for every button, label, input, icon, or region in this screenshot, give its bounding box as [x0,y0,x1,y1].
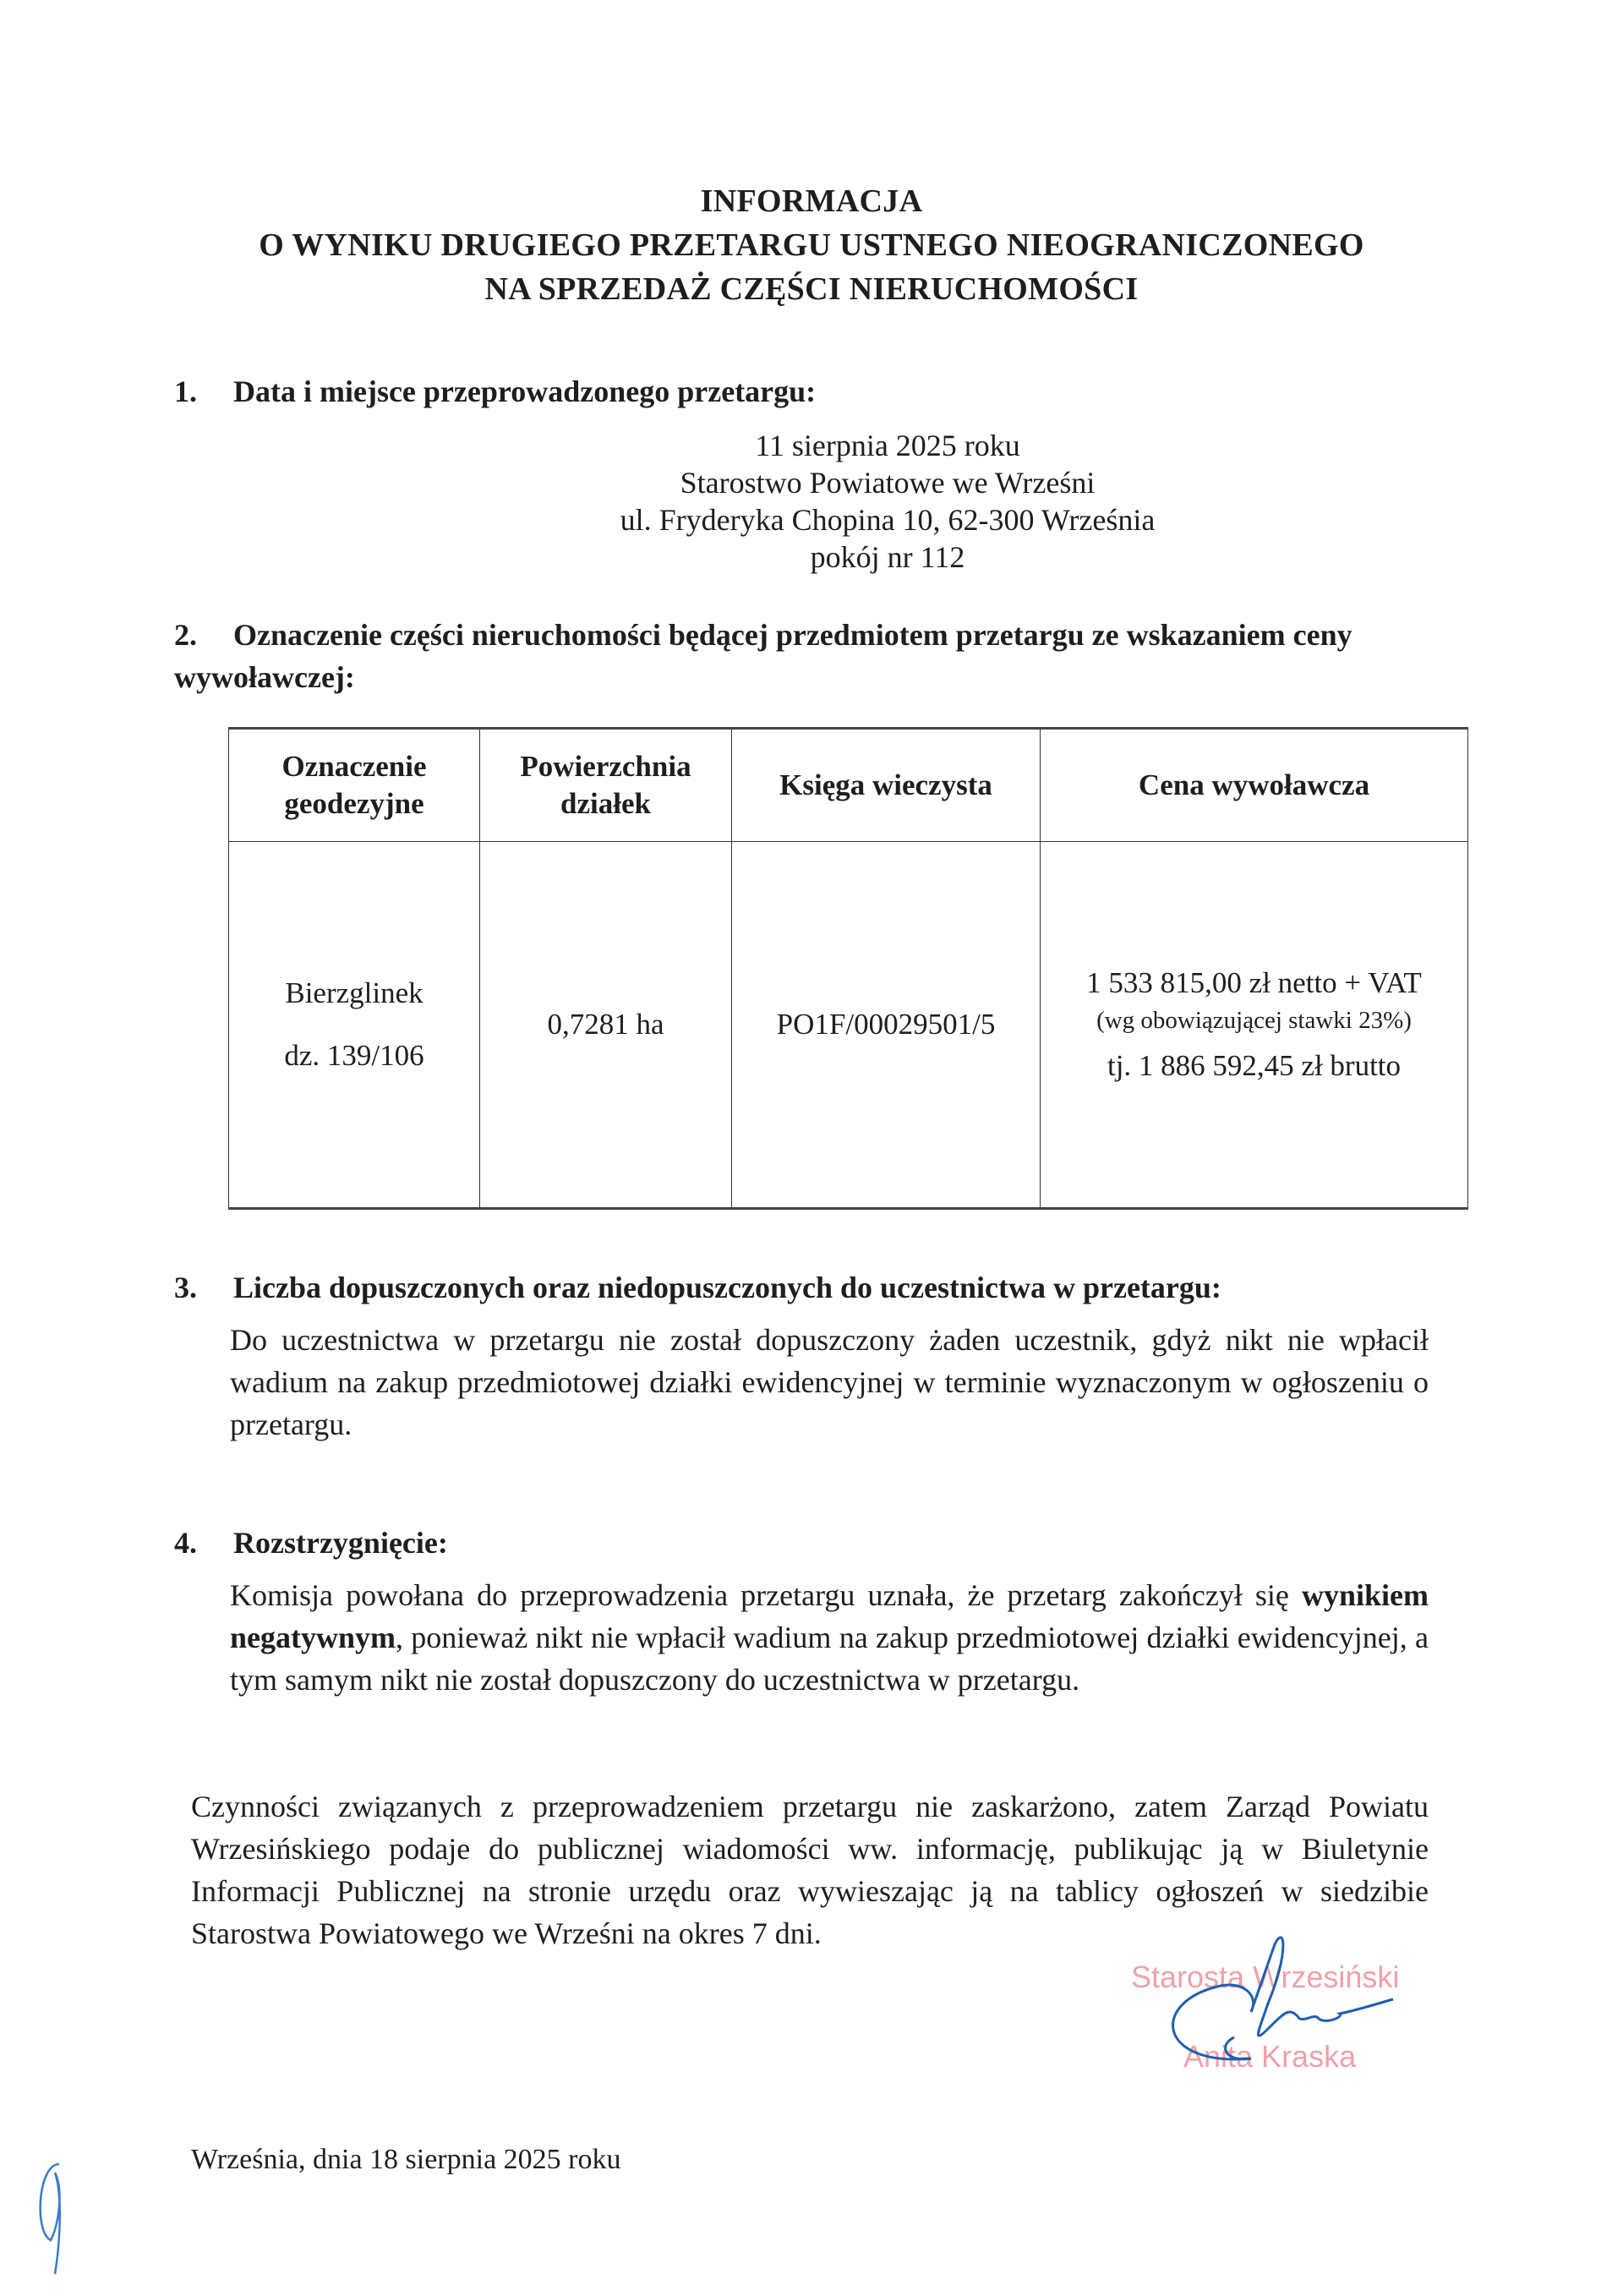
closing-paragraph: Czynności związanych z przeprowadzeniem przetargu nie zaskarżono, zatem Zarząd Powiatu Wrzesińskiego podaje do publicznej wiadomości ww. informację, publikując ją w Biuletynie Informacji Publicznej na stronie urzędu oraz wywieszając ją na tablicy ogłoszeń w siedzibie Starostwa Powiatowego we Wrześni na okres 7 dni. [191,1790,1429,1950]
property-table [228,727,1468,1210]
price-vat-note: (wg obowiązującej stawki 23%) [1096,1007,1412,1034]
title-line-2: O WYNIKU DRUGIEGO PRZETARGU USTNEGO NIEOGRANICZONEGO [259,227,1364,263]
cell-land-register: PO1F/00029501/5 [732,842,1041,1209]
section-heading-text: Liczba dopuszczonych oraz niedopuszczonych do uczestnictwa w przetargu: [233,1271,1221,1304]
tender-room: pokój nr 112 [810,540,965,574]
tender-date-place [76,427,1623,576]
price-gross: tj. 1 886 592,45 zł brutto [1107,1049,1402,1082]
table-header-row [229,729,1468,842]
section-number: 4. [174,1526,197,1560]
tender-address: ul. Fryderyka Chopina 10, 62-300 Września [620,503,1156,537]
header-designation: Oznaczenie geodezyjne [229,729,480,842]
header-area: Powierzchnia działek [480,729,732,842]
title-line-3: NA SPRZEDAŻ CZĘŚCI NIERUCHOMOŚCI [484,271,1139,307]
stamp-title: Starosta Wrzesiński [1131,1960,1400,1994]
section-4-body: Komisja powołana do przeprowadzenia przetargu uznała, że przetarg zakończył się wynikiem negatywnym, ponieważ nikt nie wpłacił wadium na zakup przedmiotowej działki ewidencyjnej, a tym samym nikt nie został dopuszczony do uczestnictwa w przetargu. [230,1578,1429,1697]
initials-icon [34,2156,68,2282]
section-4-heading [174,1522,448,1564]
result-negative: wynikiem negatywnym [230,1578,1429,1654]
stamp-name: Anita Kraska [1183,2039,1357,2074]
header-land-register: Księga wieczysta [732,729,1041,842]
cell-designation: Bierzglinek dz. 139/106 [229,842,480,1209]
title-line-1: INFORMACJA [700,183,923,219]
section-2-heading [174,614,1476,698]
signature-icon [1124,1919,1412,2088]
section-3-body: Do uczestnictwa w przetargu nie został dopuszczony żaden uczestnik, gdyż nikt nie wpłacił wadium na zakup przedmiotowej działki ewidencyjnej w terminie wyznaczonym w ogłoszeniu o przetargu. [230,1323,1429,1441]
document-title [0,179,1623,311]
section-number: 3. [174,1271,197,1304]
table-row [229,842,1468,1209]
price-net: 1 533 815,00 zł netto + VAT [1086,966,1422,999]
cell-price [1041,842,1468,1209]
section-heading-text: Data i miejsce przeprowadzonego przetargu: [233,374,817,408]
section-1-heading [174,370,816,413]
section-number: 1. [174,374,197,408]
section-number: 2. [174,618,197,652]
section-heading-text: Rozstrzygnięcie: [233,1526,448,1560]
tender-office: Starostwo Powiatowe we Wrześni [680,466,1096,500]
header-price: Cena wywoławcza [1041,729,1468,842]
section-heading-text: Oznaczenie części nieruchomości będącej przedmiotem przetargu ze wskazaniem ceny wywoławczej: [174,618,1352,694]
tender-date: 11 sierpnia 2025 roku [755,429,1020,462]
section-3-heading [174,1266,1221,1309]
cell-area: 0,7281 ha [480,842,732,1209]
document-date: Września, dnia 18 sierpnia 2025 roku [191,2144,621,2175]
